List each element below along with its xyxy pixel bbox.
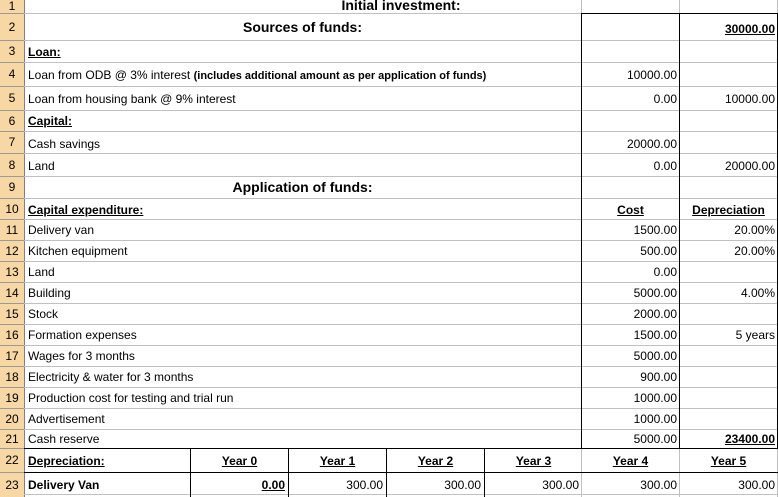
sources-total[interactable]: 30000.00 (724, 22, 775, 36)
cash-reserve-cost[interactable]: 5000.00 (633, 432, 677, 446)
row-header[interactable]: 18 (0, 367, 24, 387)
row-header[interactable]: 2 (0, 14, 24, 40)
row-17[interactable] (0, 346, 778, 366)
electricity-water-cost[interactable]: 900.00 (640, 370, 677, 384)
row-header[interactable]: 4 (0, 63, 24, 86)
row-15[interactable] (0, 304, 778, 324)
year-1-value[interactable]: 300.00 (346, 478, 383, 492)
row-7[interactable] (0, 132, 778, 153)
row-header[interactable]: 12 (0, 241, 24, 261)
row-22[interactable] (0, 449, 778, 472)
row-10[interactable] (0, 199, 778, 219)
advertisement-label[interactable]: Advertisement (28, 412, 105, 426)
year-4-header[interactable]: Year 4 (612, 454, 649, 468)
row-header[interactable]: 7 (0, 132, 24, 153)
building-cost[interactable]: 5000.00 (633, 286, 677, 300)
depreciation-header[interactable]: Depreciation (692, 203, 765, 217)
kitchen-equipment-depreciation[interactable]: 20.00% (734, 244, 775, 258)
application-of-funds-title[interactable]: Application of funds: (232, 179, 373, 195)
land-cost[interactable]: 0.00 (653, 265, 677, 279)
row-8[interactable] (0, 154, 778, 176)
row-header[interactable]: 23 (0, 473, 24, 497)
capital-total[interactable]: 20000.00 (724, 159, 775, 173)
capital-heading[interactable]: Capital: (28, 114, 73, 128)
land-capital-amount[interactable]: 0.00 (653, 159, 677, 173)
odb-loan-note: (includes additional amount as per application of funds) (193, 70, 487, 82)
row-header[interactable]: 16 (0, 325, 24, 345)
production-cost-amount[interactable]: 1000.00 (633, 391, 677, 405)
sources-of-funds-title[interactable]: Sources of funds: (242, 19, 362, 35)
application-total[interactable]: 23400.00 (724, 432, 775, 446)
row-18[interactable] (0, 367, 778, 387)
odb-loan-label[interactable] (28, 65, 486, 86)
year-4-value[interactable]: 300.00 (640, 478, 677, 492)
odb-loan-amount[interactable]: 10000.00 (626, 68, 677, 82)
row-header[interactable]: 9 (0, 177, 24, 198)
row-header[interactable]: 20 (0, 409, 24, 429)
row-19[interactable] (0, 388, 778, 408)
row-header[interactable]: 22 (0, 449, 24, 472)
depreciation-heading[interactable]: Depreciation: (28, 454, 105, 468)
row-5[interactable] (0, 87, 778, 110)
advertisement-cost[interactable]: 1000.00 (633, 412, 677, 426)
loan-total[interactable]: 10000.00 (724, 92, 775, 106)
delivery-van-cost[interactable]: 1500.00 (633, 223, 677, 237)
row-header[interactable]: 15 (0, 304, 24, 324)
odb-loan-text: Loan from ODB @ 3% interest (28, 68, 191, 82)
cash-savings-amount[interactable]: 20000.00 (626, 137, 677, 151)
electricity-water-label[interactable]: Electricity & water for 3 months (28, 370, 194, 384)
year-3-header[interactable]: Year 3 (515, 454, 552, 468)
land-label[interactable]: Land (28, 265, 55, 279)
row-header[interactable]: 13 (0, 262, 24, 282)
year-3-value[interactable]: 300.00 (542, 478, 579, 492)
row-header[interactable]: 10 (0, 199, 24, 219)
land-capital-label[interactable]: Land (28, 159, 55, 173)
year-2-header[interactable]: Year 2 (417, 454, 454, 468)
capital-expenditure-heading[interactable]: Capital expenditure: (28, 203, 144, 217)
initial-investment-title[interactable]: Initial investment: (341, 0, 461, 13)
wages-label[interactable]: Wages for 3 months (28, 349, 135, 363)
kitchen-equipment-label[interactable]: Kitchen equipment (28, 244, 128, 258)
row-1[interactable] (0, 0, 778, 13)
delivery-van-depreciation[interactable]: 20.00% (734, 223, 775, 237)
row-3[interactable] (0, 41, 778, 62)
row-header[interactable]: 6 (0, 111, 24, 131)
row-header[interactable]: 11 (0, 220, 24, 240)
year-5-header[interactable]: Year 5 (710, 454, 747, 468)
row-header[interactable]: 8 (0, 154, 24, 176)
row-header[interactable]: 3 (0, 41, 24, 62)
delivery-van-depreciation-label[interactable]: Delivery Van (28, 478, 100, 492)
formation-expenses-depreciation[interactable]: 5 years (735, 328, 775, 342)
wages-cost[interactable]: 5000.00 (633, 349, 677, 363)
row-11[interactable] (0, 220, 778, 240)
row-4[interactable] (0, 63, 778, 86)
year-2-value[interactable]: 300.00 (444, 478, 481, 492)
row-9[interactable] (0, 177, 778, 198)
housing-loan-label[interactable]: Loan from housing bank @ 9% interest (28, 92, 236, 106)
row-header[interactable]: 17 (0, 346, 24, 366)
row-6[interactable] (0, 111, 778, 131)
row-2[interactable] (0, 14, 778, 40)
stock-label[interactable]: Stock (28, 307, 59, 321)
year-0-header[interactable]: Year 0 (221, 454, 258, 468)
building-label[interactable]: Building (28, 286, 71, 300)
row-21[interactable] (0, 430, 778, 448)
year-1-header[interactable]: Year 1 (319, 454, 356, 468)
building-depreciation[interactable]: 4.00% (740, 286, 775, 300)
year-5-value[interactable]: 300.00 (738, 478, 775, 492)
row-13[interactable] (0, 262, 778, 282)
cost-header[interactable]: Cost (617, 203, 644, 217)
row-header[interactable]: 14 (0, 283, 24, 303)
formation-expenses-label[interactable]: Formation expenses (28, 328, 137, 342)
housing-loan-amount[interactable]: 0.00 (653, 92, 677, 106)
row-header[interactable]: 19 (0, 388, 24, 408)
row-14[interactable] (0, 283, 778, 303)
delivery-van-label[interactable]: Delivery van (28, 223, 95, 237)
cash-reserve-label[interactable]: Cash reserve (28, 432, 100, 446)
row-12[interactable] (0, 241, 778, 261)
row-header[interactable]: 21 (0, 430, 24, 448)
cash-savings-label[interactable]: Cash savings (28, 137, 101, 151)
row-16[interactable] (0, 325, 778, 345)
loan-heading[interactable]: Loan: (28, 45, 61, 59)
row-23[interactable] (0, 473, 778, 497)
formation-expenses-cost[interactable]: 1500.00 (633, 328, 677, 342)
year-0-value[interactable]: 0.00 (261, 478, 285, 492)
stock-cost[interactable]: 2000.00 (633, 307, 677, 321)
row-20[interactable] (0, 409, 778, 429)
row-header[interactable]: 5 (0, 87, 24, 110)
row-header[interactable]: 1 (0, 0, 24, 13)
production-cost-label[interactable]: Production cost for testing and trial run (28, 391, 234, 405)
kitchen-equipment-cost[interactable]: 500.00 (640, 244, 677, 258)
